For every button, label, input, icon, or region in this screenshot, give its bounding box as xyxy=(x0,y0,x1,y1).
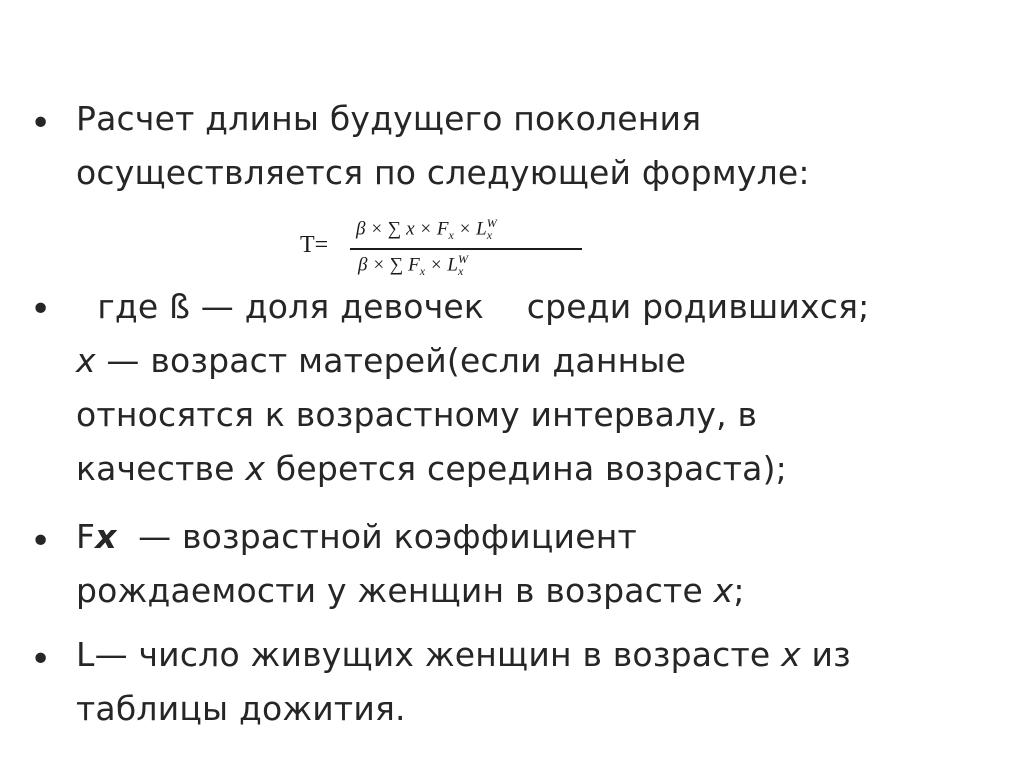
den-l-sub: x xyxy=(457,264,464,279)
list-item-intro xyxy=(76,92,976,200)
formula-lhs: T= xyxy=(300,232,329,258)
surv-line-1-pre: L— число живущих женщин в возрасте xyxy=(76,635,782,674)
fert-line-2 xyxy=(76,564,976,618)
list-item-fertility xyxy=(76,510,976,618)
den-l-sup: W xyxy=(457,252,468,266)
surv-line-1 xyxy=(76,628,976,682)
intro-line-1: Расчет длины будущего поколения xyxy=(76,99,702,138)
num-f: F xyxy=(436,218,449,240)
var-x: x xyxy=(95,517,117,556)
num-sum: ∑ xyxy=(387,218,402,240)
formula-denominator xyxy=(358,252,468,279)
var-x: x xyxy=(713,571,734,610)
list-item-definitions xyxy=(76,280,976,496)
fert-line-1 xyxy=(76,510,976,564)
var-x: x xyxy=(76,341,96,380)
bullet-marker: • xyxy=(30,289,52,330)
den-beta: β xyxy=(358,254,368,276)
def-line-4 xyxy=(76,442,976,496)
fert-line-2-post: ; xyxy=(733,571,745,610)
den-sum: ∑ xyxy=(389,254,404,276)
def-line-2-text: — возраст матерей(если данные xyxy=(95,341,687,380)
num-f-sub: x xyxy=(448,228,454,243)
num-times: × xyxy=(419,218,433,240)
num-beta: β xyxy=(356,218,366,240)
def-line-3: относятся к возрастному интервалу, в xyxy=(76,395,758,434)
fraction-bar xyxy=(350,248,582,250)
den-f: F xyxy=(408,254,420,276)
def-line-4-post: берется середина возраста); xyxy=(265,449,787,488)
den-l: L xyxy=(447,254,458,276)
den-f-sub: x xyxy=(419,264,426,279)
bullet-marker: • xyxy=(30,639,52,680)
surv-line-2: таблицы дожития. xyxy=(76,689,406,728)
fert-line-1-text: — возрастной коэффициент xyxy=(116,517,637,556)
fert-f: F xyxy=(76,517,96,556)
def-line-2 xyxy=(76,334,976,388)
fert-line-2-pre: рождаемости у женщин в возрасте xyxy=(76,571,714,610)
num-l: L xyxy=(476,218,487,240)
den-times: × xyxy=(372,254,386,276)
def-line-4-pre: качестве xyxy=(76,449,246,488)
num-times: × xyxy=(458,218,472,240)
var-x: x xyxy=(245,449,266,488)
surv-line-1-post: из xyxy=(800,635,851,674)
generation-length-formula xyxy=(300,210,600,282)
bullet-marker: • xyxy=(30,521,52,562)
num-times: × xyxy=(370,218,384,240)
num-x: x xyxy=(406,218,415,240)
list-item-survivors xyxy=(76,628,976,736)
intro-line-2: осуществляется по следующей формуле: xyxy=(76,153,810,192)
bullet-marker: • xyxy=(30,103,52,144)
den-times: × xyxy=(429,254,443,276)
num-l-sub: x xyxy=(486,228,493,243)
var-x: x xyxy=(781,635,801,674)
num-l-sup: W xyxy=(486,216,497,230)
def-line-1: где ß — доля девочек среди родившихся; xyxy=(76,287,870,326)
formula-numerator xyxy=(356,216,497,243)
